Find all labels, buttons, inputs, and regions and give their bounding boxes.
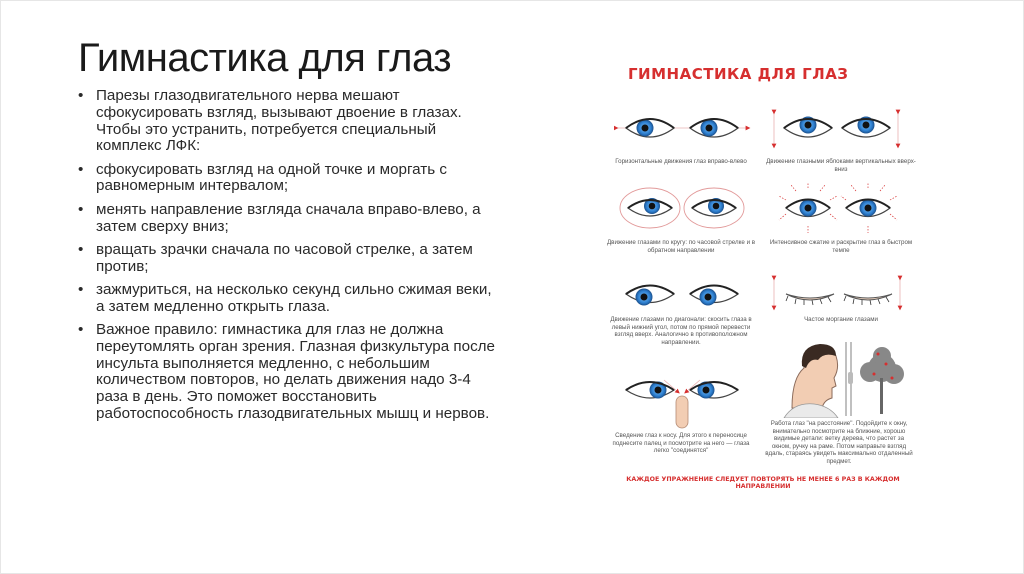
horizontal-eyes-icon [614,106,754,156]
nose-convergence-icon [614,374,754,430]
bullet-list [76,88,496,429]
bullet-item: • зажмуриться, на несколько секунд сильно сжимая веки, а затем медленно открыть глаза. [76,282,496,316]
bullet-item: • Парезы глазодвигательного нерва мешают сфокусировать взгляд, вызывают двоение в глазах. Чтобы это устранить, потребуется специальный комплекс ЛФК: [76,88,496,155]
bullet-item: • менять направление взгляда сначала вправо-влево, а затем сверху вниз; [76,202,496,236]
distance-focus-icon [774,338,910,418]
circle-eyes-icon [614,184,754,234]
poster-title: ГИМНАСТИКА ДЛЯ ГЛАЗ [628,65,849,83]
caption-horizontal: Горизонтальные движения глаз вправо-влево [615,158,747,165]
caption-nose: Сведение глаз к носу. Для этого к переносице поднесите палец и посмотрите на него — глаза легко "соединятся" [612,432,750,454]
bullet-item: • Важное правило: гимнастика для глаз не должна переутомлять орган зрения. Глазная физкультура после инсульта выполняется медленно, с небольшим количеством повторов, но делать движения надо 3-4 раза в день. Это поможет восстановить работоспособность глазодвигательных мышц и нервов. [76,322,496,423]
vertical-eyes-icon [766,106,906,156]
eye-exercise-poster [606,56,918,492]
diagonal-eyes-icon [614,274,754,314]
poster-footer: КАЖДОЕ УПРАЖНЕНИЕ СЛЕДУЕТ ПОВТОРЯТЬ НЕ МЕНЕЕ 6 РАЗ В КАЖДОМ НАПРАВЛЕНИИ [626,476,900,490]
bullet-item: • вращать зрачки сначала по часовой стрелке, а затем против; [76,242,496,276]
caption-distance: Работа глаз "на расстояние". Подойдите к окну, внимательно посмотрите на ближние, хорошо видимые детали: ветку дерева, что растет за окном, ручку на раме. Потом направьте взгляд вдаль, стараясь увидеть максимально отдаленный предмет. [765,420,913,465]
caption-circle: Движение глазами по кругу: по часовой стрелке и в обратном направлении [606,239,756,254]
bullet-item: • сфокусировать взгляд на одной точке и моргать с равномерным интервалом; [76,162,496,196]
slide-title: Гимнастика для глаз [78,36,452,80]
squeeze-eyes-icon [766,180,906,236]
caption-vertical: Движение глазными яблоками вертикальных вверх-вниз [766,158,916,173]
blink-eyes-icon [766,274,906,314]
caption-squeeze: Интенсивное сжатие и раскрытие глаз в быстром темпе [769,239,913,254]
caption-diagonal: Движение глазами по диагонали: скосить глаза в левый нижний угол, потом по прямой перевести взгляд вверх. Аналогично в противоположном направлении. [610,316,752,346]
caption-blink: Частое моргание глазами [804,316,878,323]
